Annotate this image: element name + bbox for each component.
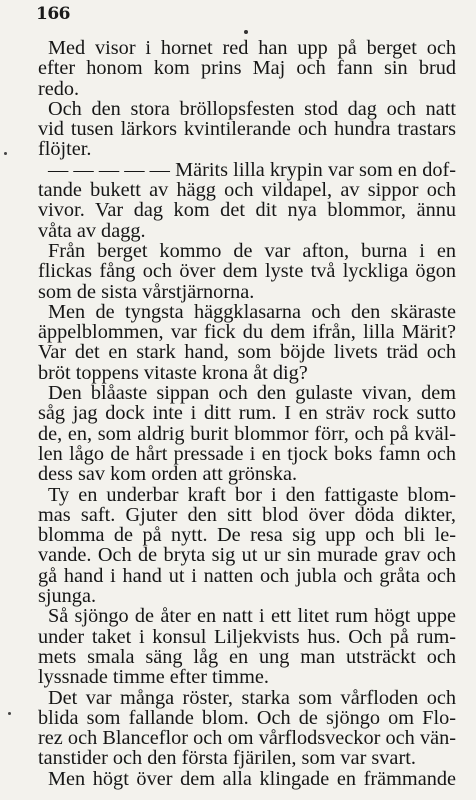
text-line: bröt toppens vitaste krona åt dig? xyxy=(38,361,308,384)
text-line: len lågo de hårt pressade i en tjock boks famn och xyxy=(38,442,456,465)
text-line: mas saft. Gjuter den sitt blod över döda dikter, xyxy=(38,503,456,526)
text-line: Så sjöngo de åter en natt i ett litet rum högt uppe xyxy=(48,605,456,628)
text-line: dess sav kom orden att grönska. xyxy=(38,463,298,486)
text-line: tanstider och den första fjärilen, som var svart. xyxy=(38,747,416,770)
text-line: Var det en stark hand, som böjde livets träd och xyxy=(38,341,456,364)
body-text xyxy=(38,38,456,789)
text-line: som de sista vårstjärnorna. xyxy=(38,280,255,303)
text-line: — — — — — Märits lilla krypin var som en dof- xyxy=(48,158,456,181)
text-line: efter honom kom prins Maj och fann sin brud xyxy=(38,57,456,80)
text-line: Och den stora bröllopsfesten stod dag och natt xyxy=(48,97,456,120)
text-line: flickas fång och över dem lyste två lyckliga ögon xyxy=(38,260,456,283)
text-line: våta av dagg. xyxy=(38,219,146,242)
text-line: redo. xyxy=(38,77,80,100)
text-line: tande bukett av hägg och vildapel, av sippor och xyxy=(38,179,456,202)
page-number: 166 xyxy=(36,4,70,24)
text-line: blida som fallande blom. Och de sjöngo om Flo- xyxy=(38,706,456,729)
text-line: flöjter. xyxy=(38,138,92,161)
text-line: Med visor i hornet red han upp på berget och xyxy=(48,37,456,59)
text-line: mets smala säng låg en ung man utsträckt och xyxy=(38,645,456,668)
text-line: sjunga. xyxy=(38,585,97,608)
text-line: under taket i konsul Liljekvists hus. Och på rum- xyxy=(38,625,456,648)
text-line: vivor. Var dag kom det dit nya blommor, ännu xyxy=(38,199,456,222)
text-line: lyssnade timme efter timme. xyxy=(38,666,269,689)
text-line: vid tusen lärkors kvintilerande och hundra trastars xyxy=(38,118,456,141)
text-line: Men högt över dem alla klingade en främmande xyxy=(48,767,456,790)
margin-speck xyxy=(4,152,7,155)
text-line: Det var många röster, starka som vårfloden och xyxy=(48,686,456,709)
text-line: Från berget kommo de var afton, burna i en xyxy=(48,239,456,262)
print-speck xyxy=(244,30,248,34)
text-line: äppelblommen, var fick du dem ifrån, lilla Märit? xyxy=(38,321,456,344)
text-line: rez och Blanceflor och om vårflodsveckor och vän- xyxy=(38,727,456,750)
margin-speck xyxy=(8,712,11,715)
text-line: vande. Och de bryta sig ut ur sin murade grav och xyxy=(38,544,456,567)
text-line: de, en, som aldrig burit blommor förr, och på kväl- xyxy=(38,422,456,445)
text-line: blomma de på nytt. De resa sig upp och bli le- xyxy=(38,524,456,547)
text-line: Den blåaste sippan och den gulaste vivan, dem xyxy=(48,382,456,405)
text-line: Men de tyngsta häggklasarna och den skäraste xyxy=(48,300,456,323)
text-line: gå hand i hand ut i natten och jubla och gråta och xyxy=(38,564,456,587)
text-line: Ty en underbar kraft bor i den fattigaste blom- xyxy=(48,483,456,506)
text-line: såg jag dock inte i ditt rum. I en sträv rock sutto xyxy=(38,402,456,425)
